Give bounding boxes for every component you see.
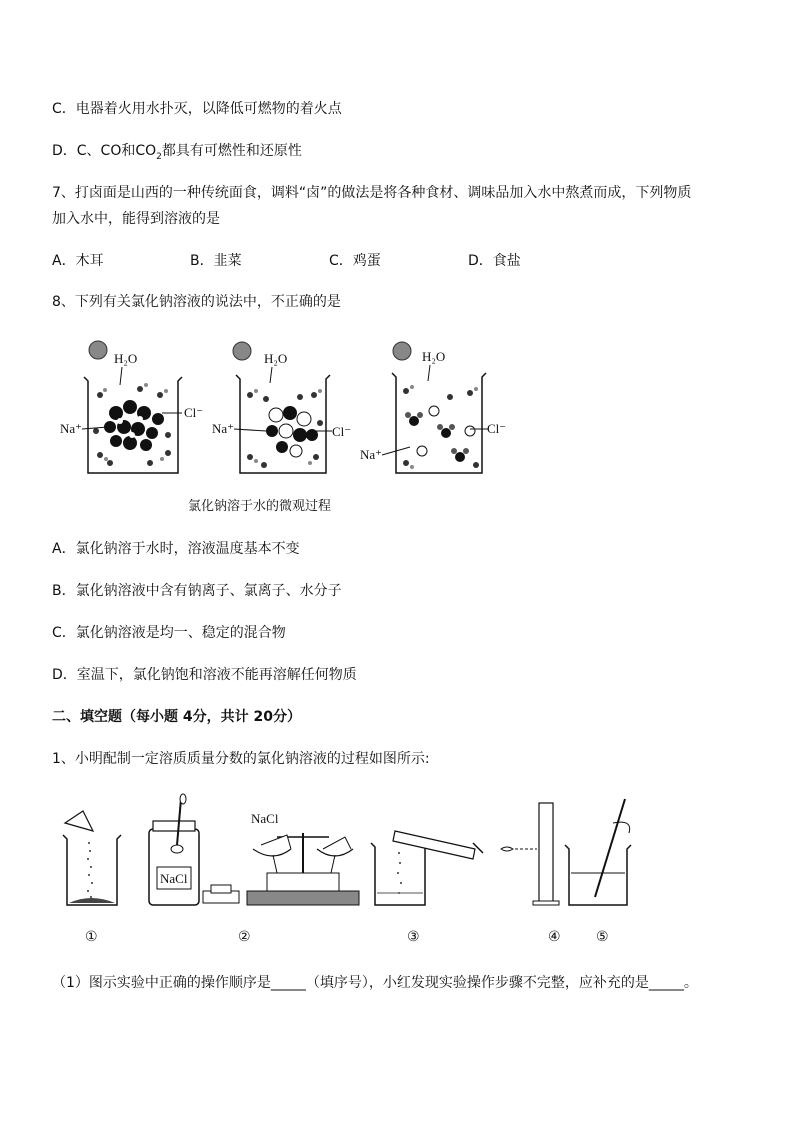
q7-stem-line1: 7、打卤面是山西的一种传统面食，调料“卤”的做法是将各种食材、调味品加入水中熬煮而成，下列物质: [52, 185, 692, 201]
h2o-label-3: H₂O: [422, 349, 446, 364]
jar-label: NaCl: [160, 871, 188, 886]
q6-option-c: C．电器着火用水扑灭，以降低可燃物的着火点: [52, 101, 342, 117]
q8-stem: 8、下列有关氯化钠溶液的说法中，不正确的是: [52, 294, 341, 310]
step5-stirring: [565, 799, 631, 905]
h2o-label-1: H₂O: [114, 351, 138, 366]
fill1-question-1: （1）图示实验中正确的操作顺序是_____（填序号），小红发现实验操作步骤不完整，应补充的是_____。: [52, 975, 698, 991]
q7-stem-line2: 加入水中，能得到溶液的是: [52, 211, 220, 227]
cl-label-3: Cl⁻: [487, 421, 507, 436]
solution-preparation-figure: [55, 793, 645, 918]
step4-reading-cylinder: [501, 803, 559, 905]
step3-pouring-water: [371, 831, 483, 905]
balance-label: NaCl: [251, 811, 279, 826]
step2-balance: [247, 811, 359, 905]
fill1-stem: 1、小明配制一定溶质质量分数的氯化钠溶液的过程如图所示:: [52, 751, 430, 767]
q8-option-b: B．氯化钠溶液中含有钠离子、氯离子、水分子: [52, 583, 342, 599]
q7-option-b: B．韭菜: [190, 253, 242, 269]
q7-option-c: C．鸡蛋: [329, 253, 381, 269]
cl-label-1: Cl⁻: [184, 405, 204, 420]
step-label-4: ④: [548, 929, 561, 945]
na-label-3: Na⁺: [360, 447, 383, 462]
step-label-3: ③: [407, 929, 420, 945]
q6-option-d-sub: 2: [156, 151, 162, 162]
na-label-2: Na⁺: [212, 421, 235, 436]
step1-pouring-solid: [63, 811, 121, 905]
q7-option-d: D．食盐: [468, 253, 521, 269]
section2-heading: 二、填空题（每小题 4分，共计 20分）: [52, 709, 301, 725]
q6-option-d: [52, 141, 302, 167]
q8-option-a: A．氯化钠溶于水时，溶液温度基本不变: [52, 541, 300, 557]
nacl-crystal-1: [104, 400, 164, 451]
beaker-3: [360, 342, 506, 473]
beaker-2: [212, 342, 351, 473]
step2-nacl-jar: [149, 794, 239, 905]
step-label-2: ②: [238, 929, 251, 945]
step-label-1: ①: [85, 929, 98, 945]
beaker-1: [60, 341, 203, 473]
q6-option-d-pre: D．C、CO和CO: [52, 143, 157, 159]
q7-option-a: A．木耳: [52, 253, 104, 269]
q8-option-c: C．氯化钠溶液是均一、稳定的混合物: [52, 625, 286, 641]
q8-figure-caption: 氯化钠溶于水的微观过程: [188, 499, 332, 514]
h2o-label-2: H₂O: [264, 351, 288, 366]
q6-option-d-post: 都具有可燃性和还原性: [161, 143, 302, 159]
nacl-dissolving-figure: [50, 335, 520, 485]
step-label-5: ⑤: [596, 929, 609, 945]
q8-option-d: D．室温下，氯化钠饱和溶液不能再溶解任何物质: [52, 667, 357, 683]
cl-label-2: Cl⁻: [332, 424, 352, 439]
hydrated-ions: [405, 406, 475, 462]
na-label-1: Na⁺: [60, 421, 83, 436]
